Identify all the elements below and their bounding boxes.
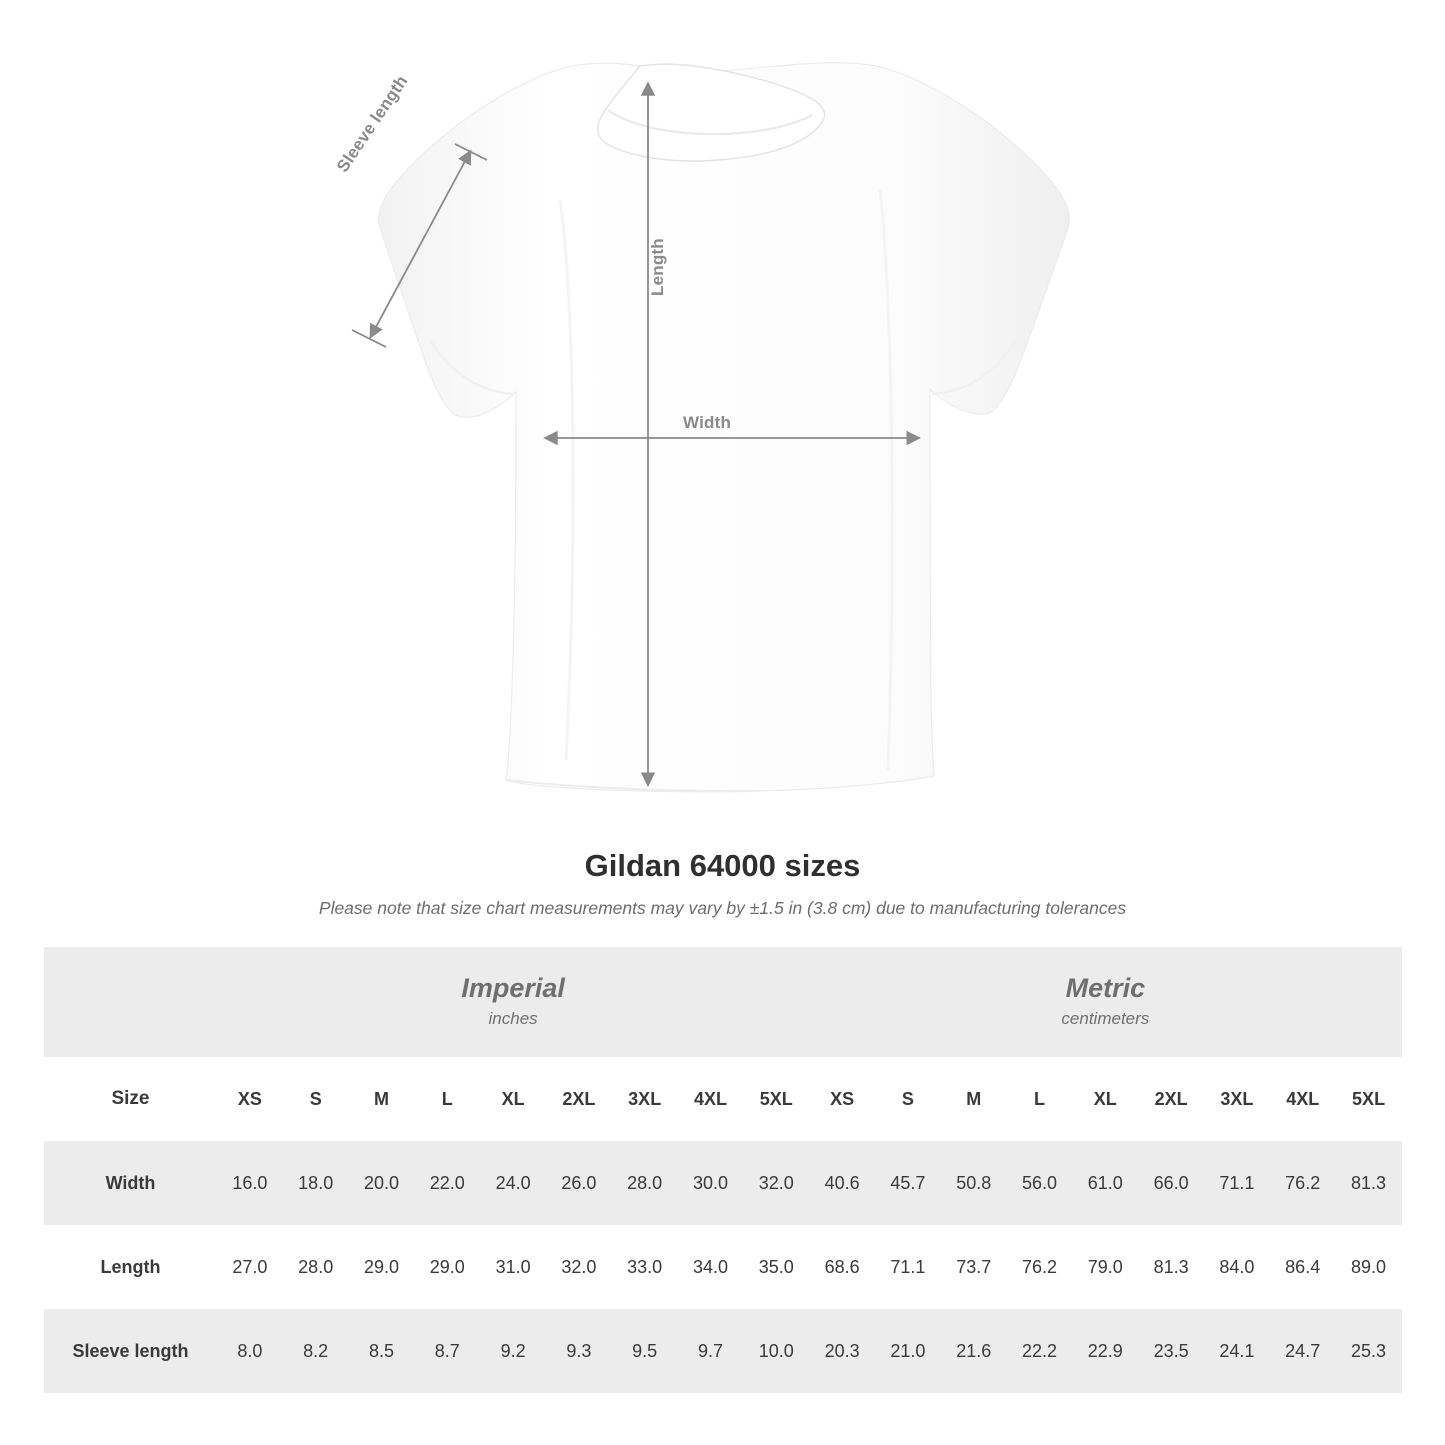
- length-label: Length: [648, 238, 667, 296]
- table-cell: 24.1: [1204, 1309, 1270, 1393]
- table-cell: 20.3: [809, 1309, 875, 1393]
- page-title: Gildan 64000 sizes: [584, 848, 861, 883]
- title-block: [0, 848, 1445, 919]
- table-cell: 31.0: [480, 1225, 546, 1309]
- table-cell: 22.0: [414, 1141, 480, 1225]
- table-cell: 66.0: [1138, 1141, 1204, 1225]
- row-label: Width: [44, 1141, 217, 1225]
- table-row: [44, 1225, 1402, 1309]
- table-cell: 8.0: [217, 1309, 283, 1393]
- col-header-cell: XL: [1072, 1057, 1138, 1141]
- col-header-cell: 5XL: [1336, 1057, 1402, 1141]
- table-cell: 61.0: [1072, 1141, 1138, 1225]
- table-cell: 81.3: [1336, 1141, 1402, 1225]
- col-header-cell: S: [875, 1057, 941, 1141]
- table-cell: 50.8: [941, 1141, 1007, 1225]
- size-table-wrapper: [44, 947, 1401, 1393]
- table-cell: 68.6: [809, 1225, 875, 1309]
- row-label: Length: [44, 1225, 217, 1309]
- table-cell: 8.7: [414, 1309, 480, 1393]
- table-cell: 23.5: [1138, 1309, 1204, 1393]
- table-row: [44, 1141, 1402, 1225]
- unit-imperial-sub: inches: [488, 1009, 538, 1029]
- col-header-cell: 5XL: [743, 1057, 809, 1141]
- table-cell: 21.6: [941, 1309, 1007, 1393]
- size-header-cell: Size: [44, 1057, 217, 1141]
- table-cell: 29.0: [414, 1225, 480, 1309]
- row-label: Sleeve length: [44, 1309, 217, 1393]
- col-header-cell: 3XL: [612, 1057, 678, 1141]
- col-header-cell: XL: [480, 1057, 546, 1141]
- table-cell: 76.2: [1270, 1141, 1336, 1225]
- table-row: [44, 1309, 1402, 1393]
- table-cell: 81.3: [1138, 1225, 1204, 1309]
- table-cell: 32.0: [743, 1141, 809, 1225]
- unit-imperial-name: Imperial: [461, 972, 565, 1003]
- table-cell: 25.3: [1336, 1309, 1402, 1393]
- table-cell: 18.0: [283, 1141, 349, 1225]
- col-header-cell: 2XL: [1138, 1057, 1204, 1141]
- table-cell: 9.5: [612, 1309, 678, 1393]
- unit-imperial-cell: [217, 947, 809, 1057]
- table-cell: 28.0: [612, 1141, 678, 1225]
- table-cell: 71.1: [1204, 1141, 1270, 1225]
- table-cell: 16.0: [217, 1141, 283, 1225]
- table-cell: 76.2: [1007, 1225, 1073, 1309]
- table-cell: 9.2: [480, 1309, 546, 1393]
- table-cell: 27.0: [217, 1225, 283, 1309]
- table-cell: 8.2: [283, 1309, 349, 1393]
- size-chart-table: [44, 947, 1402, 1393]
- col-header-cell: M: [941, 1057, 1007, 1141]
- table-cell: 20.0: [349, 1141, 415, 1225]
- table-cell: 24.7: [1270, 1309, 1336, 1393]
- table-cell: 73.7: [941, 1225, 1007, 1309]
- col-header-cell: 2XL: [546, 1057, 612, 1141]
- unit-metric-cell: [809, 947, 1401, 1057]
- sleeve-length-label: Sleeve length: [333, 71, 412, 176]
- col-header-cell: M: [349, 1057, 415, 1141]
- col-header-cell: S: [283, 1057, 349, 1141]
- col-header-cell: L: [414, 1057, 480, 1141]
- table-cell: 40.6: [809, 1141, 875, 1225]
- table-cell: 10.0: [743, 1309, 809, 1393]
- table-cell: 26.0: [546, 1141, 612, 1225]
- col-header-cell: XS: [809, 1057, 875, 1141]
- table-cell: 9.3: [546, 1309, 612, 1393]
- table-cell: 8.5: [349, 1309, 415, 1393]
- table-cell: 86.4: [1270, 1225, 1336, 1309]
- tolerance-note: Please note that size chart measurements may vary by ±1.5 in (3.8 cm) due to manufacturing tolerances: [318, 898, 1127, 918]
- table-cell: 56.0: [1007, 1141, 1073, 1225]
- table-cell: 33.0: [612, 1225, 678, 1309]
- table-cell: 32.0: [546, 1225, 612, 1309]
- table-cell: 21.0: [875, 1309, 941, 1393]
- width-label: Width: [683, 413, 732, 432]
- col-header-cell: L: [1007, 1057, 1073, 1141]
- col-header-cell: 4XL: [678, 1057, 744, 1141]
- table-cell: 30.0: [678, 1141, 744, 1225]
- col-header-cell: XS: [217, 1057, 283, 1141]
- column-header-row: [44, 1057, 1402, 1141]
- table-cell: 79.0: [1072, 1225, 1138, 1309]
- table-cell: 84.0: [1204, 1225, 1270, 1309]
- table-cell: 71.1: [875, 1225, 941, 1309]
- table-cell: 34.0: [678, 1225, 744, 1309]
- table-cell: 45.7: [875, 1141, 941, 1225]
- table-cell: 9.7: [678, 1309, 744, 1393]
- table-cell: 24.0: [480, 1141, 546, 1225]
- unit-spacer-cell: [44, 947, 217, 1057]
- table-cell: 22.9: [1072, 1309, 1138, 1393]
- table-cell: 29.0: [349, 1225, 415, 1309]
- table-cell: 35.0: [743, 1225, 809, 1309]
- unit-metric-name: Metric: [1065, 972, 1146, 1003]
- unit-header-row: [44, 947, 1402, 1057]
- col-header-cell: 4XL: [1270, 1057, 1336, 1141]
- table-cell: 28.0: [283, 1225, 349, 1309]
- table-cell: 89.0: [1336, 1225, 1402, 1309]
- table-cell: 22.2: [1007, 1309, 1073, 1393]
- col-header-cell: 3XL: [1204, 1057, 1270, 1141]
- unit-metric-sub: centimeters: [1061, 1009, 1150, 1029]
